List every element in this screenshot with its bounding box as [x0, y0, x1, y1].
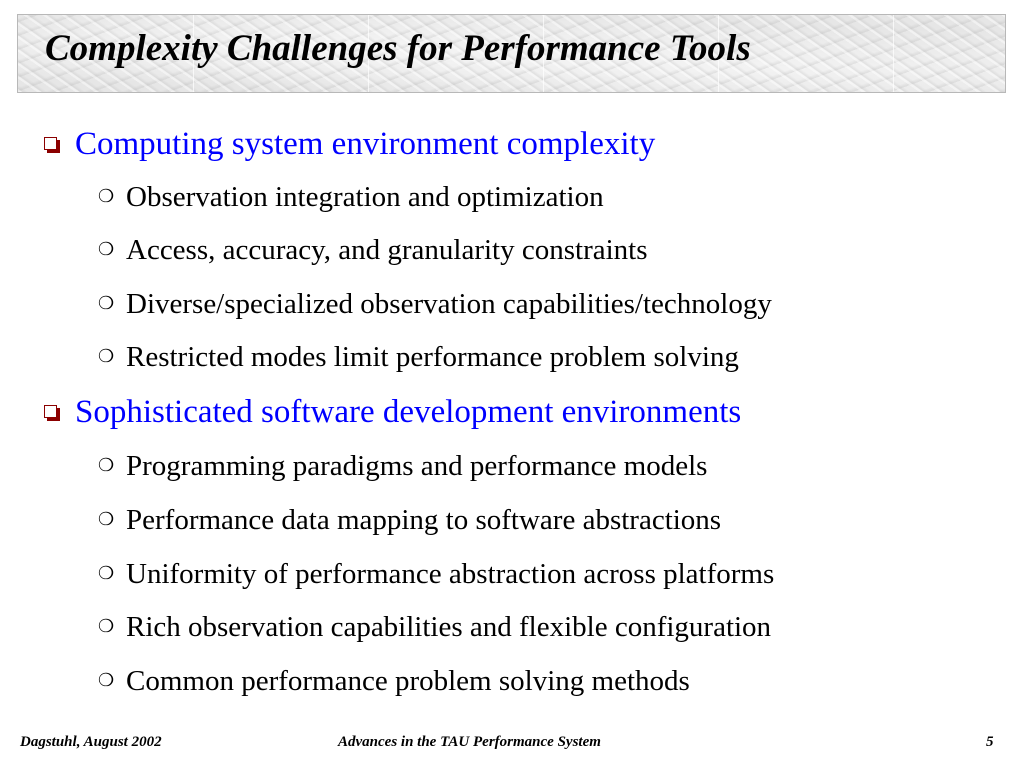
half-circle-bullet-icon: ❍	[98, 346, 115, 367]
bullet-point: Diverse/specialized observation capabilities/technology	[126, 288, 772, 320]
bullet-point: Observation integration and optimization	[126, 181, 604, 213]
slide-title: Complexity Challenges for Performance Tools	[45, 28, 751, 69]
half-circle-bullet-icon: ❍	[98, 563, 115, 584]
bullet-point: Uniformity of performance abstraction across platforms	[126, 558, 775, 590]
section-heading: Sophisticated software development environments	[75, 394, 742, 430]
bullet-point: Rich observation capabilities and flexible configuration	[126, 611, 772, 643]
bullet-point: Access, accuracy, and granularity constraints	[126, 234, 648, 266]
footer-title: Advances in the TAU Performance System	[338, 734, 601, 750]
footer-event: Dagstuhl, August 2002	[20, 734, 162, 750]
page-number: 5	[986, 734, 994, 750]
half-circle-bullet-icon: ❍	[98, 509, 115, 530]
bullet-point: Restricted modes limit performance problem solving	[126, 341, 739, 373]
square-bullet-icon	[44, 405, 57, 418]
half-circle-bullet-icon: ❍	[98, 670, 115, 691]
square-bullet-icon	[44, 137, 57, 150]
banner-seam	[893, 15, 894, 92]
half-circle-bullet-icon: ❍	[98, 293, 115, 314]
bullet-point: Performance data mapping to software abstractions	[126, 504, 722, 536]
half-circle-bullet-icon: ❍	[98, 455, 115, 476]
half-circle-bullet-icon: ❍	[98, 239, 115, 260]
half-circle-bullet-icon: ❍	[98, 616, 115, 637]
half-circle-bullet-icon: ❍	[98, 186, 115, 207]
section-heading: Computing system environment complexity	[75, 126, 656, 162]
bullet-point: Common performance problem solving methods	[126, 665, 690, 697]
bullet-point: Programming paradigms and performance models	[126, 450, 708, 482]
